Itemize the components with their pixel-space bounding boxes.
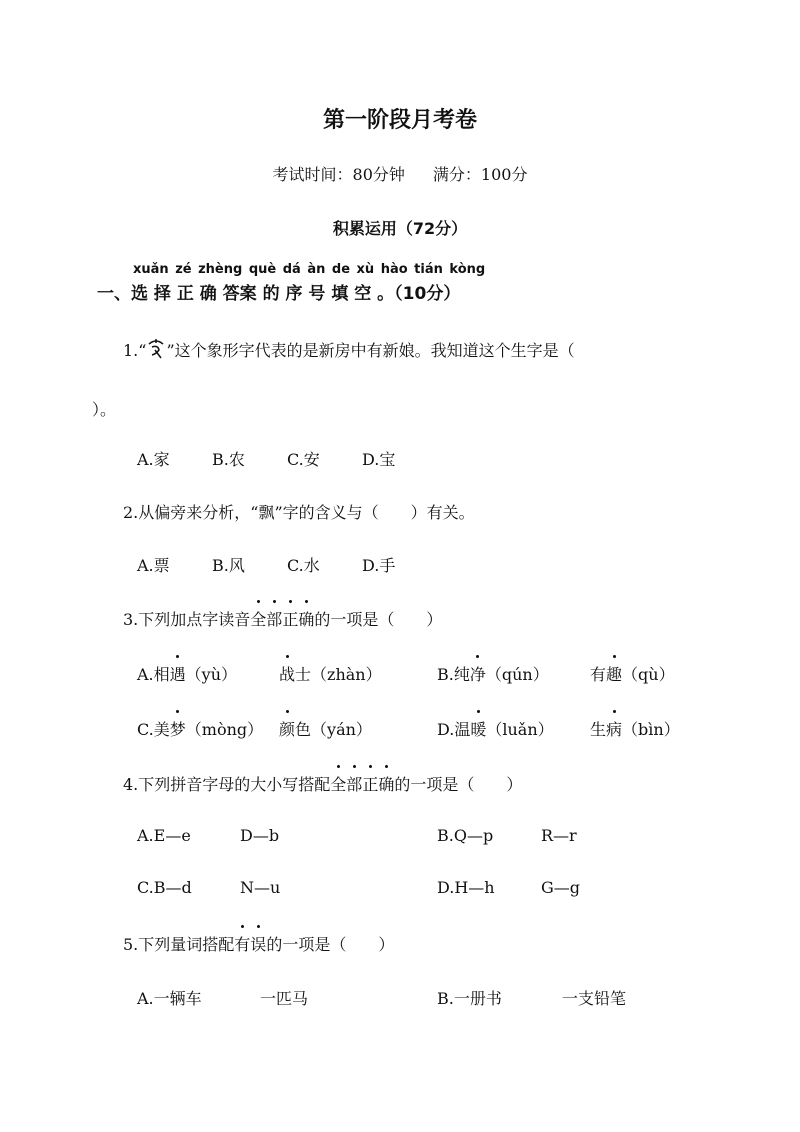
question-1: 1.“ ”这个象形字代表的是新房中有新娘。我知道这个生字是（: [123, 337, 575, 361]
q3-option-c-1[interactable]: C.美梦（mòng）: [137, 717, 263, 740]
dotted-char: 正: [282, 607, 298, 630]
exam-meta: [0, 162, 800, 185]
q2-option-a[interactable]: A.票: [137, 556, 170, 575]
pictograph-icon: [146, 337, 166, 361]
question-5: 5.下列量词搭配有误的一项是（ ）: [123, 932, 394, 955]
dotted-char: 全: [330, 772, 346, 795]
dotted-char: 确: [298, 607, 314, 630]
dotted-char: 确: [378, 772, 394, 795]
q1-option-c[interactable]: C.安: [287, 450, 320, 469]
page-title: 第一阶段月考卷: [322, 108, 477, 133]
q2-option-b[interactable]: B.风: [212, 556, 245, 575]
dotted-char: 部: [266, 607, 282, 630]
part-heading: 一、选 择 正 确 答案 的 序 号 填 空 。（10分）: [97, 284, 461, 304]
q3-option-c-2[interactable]: 颜色（yán）: [279, 717, 372, 740]
q4-option-c-1[interactable]: C.B—d: [137, 878, 192, 897]
dotted-char: 误: [250, 932, 266, 955]
q5-option-b-2[interactable]: 一支铅笔: [562, 989, 627, 1008]
q1-option-a[interactable]: A.家: [137, 450, 170, 469]
dotted-char: 正: [362, 772, 378, 795]
question-3: 3.下列加点字读音全部正确的一项是（ ）: [123, 607, 442, 630]
exam-time: 考试时间：80分钟: [272, 165, 405, 184]
heading-pinyin: xuǎn zé zhèng què dá àn de xù hào tián kòng: [133, 262, 486, 277]
q4-option-d-1[interactable]: D.H—h: [437, 878, 495, 897]
q1-option-b[interactable]: B.农: [212, 450, 245, 469]
q1-option-d[interactable]: D.宝: [362, 450, 396, 469]
q5-option-a-1[interactable]: A.一辆车: [137, 989, 202, 1008]
question-2: 2.从偏旁来分析，“飘”字的含义与（ ）有关。: [123, 503, 475, 522]
question-4: 4.下列拼音字母的大小写搭配全部正确的一项是（ ）: [123, 772, 522, 795]
q4-option-a-2[interactable]: D—b: [240, 826, 280, 845]
q3-option-a-2[interactable]: 战士（zhàn）: [279, 662, 382, 685]
q2-option-c[interactable]: C.水: [287, 556, 320, 575]
q4-option-c-2[interactable]: N—u: [240, 878, 281, 897]
q4-option-b-1[interactable]: B.Q—p: [437, 826, 494, 845]
q3-option-b-1[interactable]: B.纯净（qún）: [437, 662, 549, 685]
q3-option-d-1[interactable]: D.温暖（luǎn）: [437, 717, 554, 740]
section-title: 积累运用（72分）: [332, 219, 468, 238]
q4-option-d-2[interactable]: G—g: [541, 878, 581, 897]
full-score: 满分：100分: [432, 165, 528, 184]
q3-option-a-1[interactable]: A.相遇（yù）: [137, 662, 237, 685]
dotted-char: 全: [250, 607, 266, 630]
q5-option-a-2[interactable]: 一匹马: [260, 989, 309, 1008]
q3-option-b-2[interactable]: 有趣（qù）: [590, 662, 675, 685]
dotted-char: 有: [234, 932, 250, 955]
q4-option-a-1[interactable]: A.E—e: [137, 826, 191, 845]
q4-option-b-2[interactable]: R—r: [541, 826, 577, 845]
q2-option-d[interactable]: D.手: [362, 556, 396, 575]
q3-option-d-2[interactable]: 生病（bìn）: [590, 717, 680, 740]
question-1-tail: ）。: [92, 400, 117, 419]
q5-option-b-1[interactable]: B.一册书: [437, 989, 502, 1008]
dotted-char: 部: [346, 772, 362, 795]
